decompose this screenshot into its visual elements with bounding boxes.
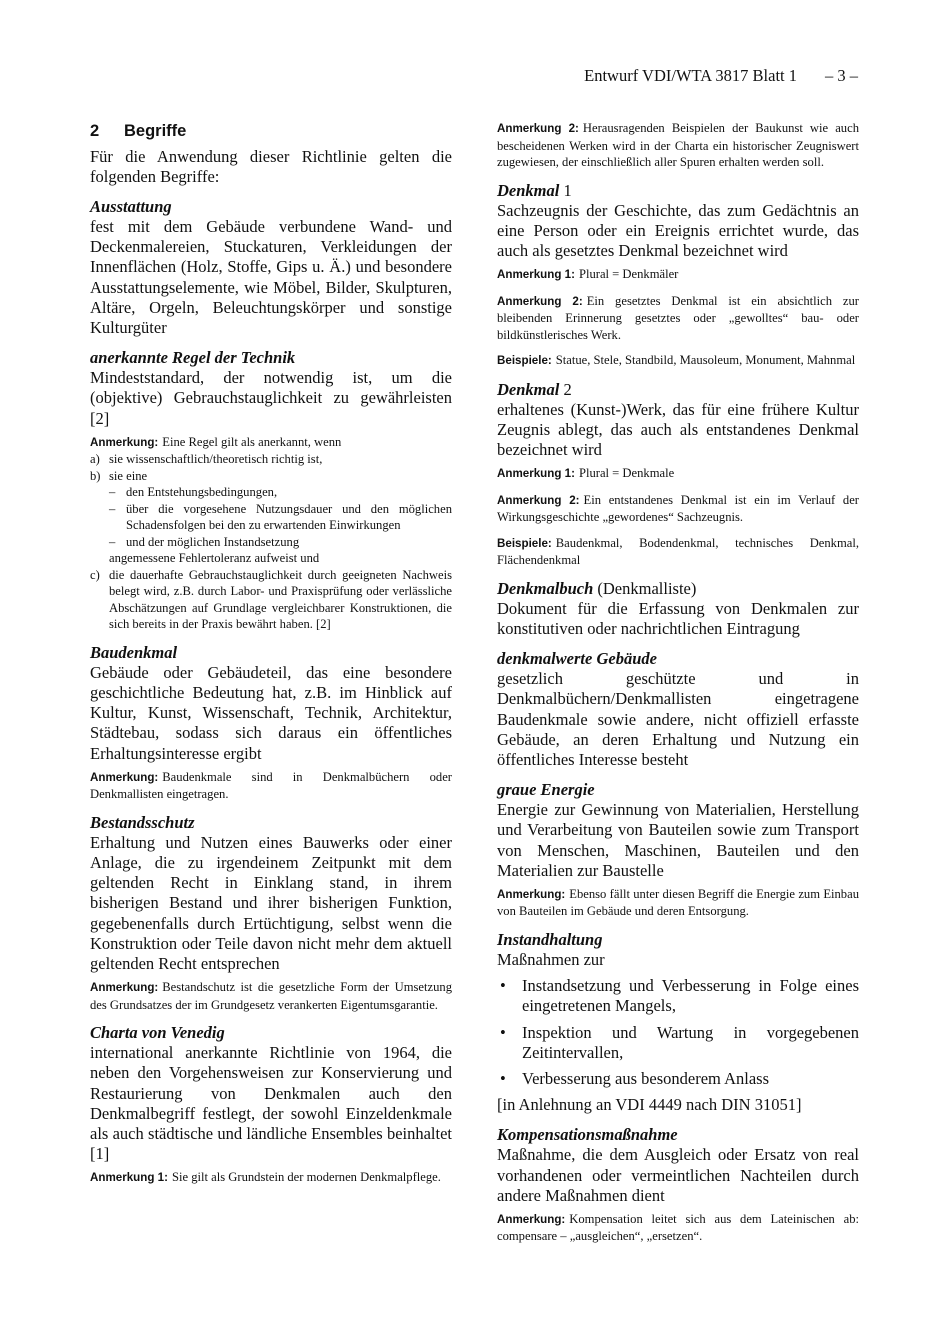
bullet-item: • Inspektion und Wartung in vorgegebenen Zeitintervallen, bbox=[497, 1023, 859, 1063]
right-column bbox=[497, 120, 859, 1245]
term-denkmal-1: Denkmal 1 bbox=[497, 180, 572, 200]
note-charta-2: Anmerkung 2: Herausragenden Beispielen der Baukunst wie auch bescheidenen Werken wird in der Charta ein historischer Zeugniswert zugewiesen, der einschließlich aller Spuren erhalten werden soll. bbox=[497, 121, 859, 169]
term-kompensationsmassnahme: Kompensationsmaßnahme bbox=[497, 1125, 678, 1145]
def-denkmal-1: Sachzeugnis der Geschichte, das zum Gedächtnis an eine Person oder ein Ereignis errichtet wurde, das auch als gesetztes Denkmal bezeichnet wird bbox=[497, 200, 859, 260]
note-regel: Anmerkung: Eine Regel gilt als anerkannt, wenn bbox=[90, 434, 342, 449]
note-label: Anmerkung: bbox=[90, 435, 159, 449]
examples-denkmal-1: Beispiele: Statue, Stele, Standbild, Mausoleum, Monument, Mahnmal bbox=[497, 353, 856, 368]
note-label: Anmerkung: bbox=[497, 887, 566, 901]
note-baudenkmal: Anmerkung: Baudenkmale sind in Denkmalbüchern oder Denkmallisten eingetragen. bbox=[90, 769, 452, 802]
reference-instandhaltung: [in Anlehnung an VDI 4449 nach DIN 31051] bbox=[497, 1095, 802, 1115]
document-id: Entwurf VDI/WTA 3817 Blatt 1 bbox=[584, 66, 797, 85]
bullet-item: • Verbesserung aus besonderem Anlass bbox=[497, 1069, 859, 1089]
left-column bbox=[90, 120, 452, 1187]
examples-label: Beispiele: bbox=[497, 354, 552, 368]
list-subitem: – den Entstehungsbedingungen, bbox=[109, 485, 278, 500]
def-graue-energie: Energie zur Gewinnung von Materialien, Herstellung und Verarbeitung von Bauteilen sowie zum Transport von Menschen, Maschinen, Bauteilen und den Materialien zur Baustelle bbox=[497, 800, 859, 880]
def-regel-der-technik: Mindeststandard, der notwendig ist, um die (objektive) Gebrauchstauglichkeit zu gewährleisten [2] bbox=[90, 368, 452, 428]
bullet-item: • Instandsetzung und Verbesserung in Folge eines eingetretenen Mangels, bbox=[497, 976, 859, 1016]
section-number: 2 bbox=[90, 122, 100, 140]
examples-label: Beispiele: bbox=[497, 536, 552, 550]
list-subitem: – über die vorgesehene Nutzungsdauer und den möglichen Schadensfolgen bei den zu erwartenden Einwirkungen bbox=[109, 501, 452, 533]
term-baudenkmal: Baudenkmal bbox=[90, 642, 178, 662]
list-item-b: b) sie eine bbox=[90, 468, 148, 483]
def-ausstattung: fest mit dem Gebäude verbundene Wand- und Deckenmalereien, Stuckaturen, Verkleidungen der Innenflächen (Holz, Stoffe, Gips u. Ä.) und besondere Ausstattungselemente, wie Möbel, Bilder, Skulpturen, Altäre, Orgeln, Beleuchtungskörper und sonstige Kulturgüter bbox=[90, 217, 452, 338]
def-charta-von-venedig: international anerkannte Richtlinie von 1964, die neben den Vorgehensweisen zur Konservierung und Restaurierung von Denkmalen auch den Denkmalbegriff festlegt, der sowohl Einzeldenkmale als auch städtische und ländliche Ensembles beinhaltet [1] bbox=[90, 1043, 452, 1164]
term-charta-von-venedig: Charta von Venedig bbox=[90, 1023, 225, 1043]
term-regel-der-technik: anerkannte Regel der Technik bbox=[90, 348, 296, 368]
list-item-b-end: angemessene Fehlertoleranz aufweist und bbox=[109, 551, 320, 566]
list-subitem: – und der möglichen Instandsetzung bbox=[109, 534, 300, 549]
note-label: Anmerkung: bbox=[90, 981, 159, 995]
note-kompensation: Anmerkung: Kompensation leitet sich aus dem Lateinischen ab: compensare – „ausgleichen“, „ersetzen“. bbox=[497, 1211, 859, 1244]
list-item-c: c) die dauerhafte Gebrauchstauglichkeit durch geeigneten Nachweis belegt wird, z.B. durch Labor- und Praxisprüfung oder verlässliche Abschätzungen auf Grundlage vergleichbarer Konstruktionen, die sich bereits in der Praxis bewährt haben. [2] bbox=[90, 567, 452, 632]
note-label: Anmerkung 2: bbox=[497, 122, 579, 135]
page-number: – 3 – bbox=[825, 66, 858, 85]
def-denkmalbuch: Dokument für die Erfassung von Denkmalen zur konstitutiven oder nachrichtlichen Eintragung bbox=[497, 598, 859, 638]
note-denkmal-2-b: Anmerkung 2: Ein entstandenes Denkmal ist ein im Verlauf der Wirkungsgeschichte „gewordenes“ Sachzeugnis. bbox=[497, 492, 859, 525]
def-denkmal-2: erhaltenes (Kunst-)Werk, das für eine frühere Kultur Zeugnis ablegt, das auch als entstandenes Denkmal bezeichnet wird bbox=[497, 399, 859, 460]
bullet-icon: • bbox=[500, 976, 506, 996]
def-baudenkmal: Gebäude oder Gebäudeteil, das eine besondere geschichtliche Bedeutung hat, z.B. im Hinblick auf Kultur, Kunst, Wissenschaft, Technik, Architektur, Städtebau, sodass sich daraus ein öffentliches Erhaltungsinteresse ergibt bbox=[90, 662, 452, 763]
note-label: Anmerkung: bbox=[90, 770, 159, 784]
note-bestandsschutz: Anmerkung: Bestandschutz ist die gesetzliche Form der Umsetzung des Grundsatzes der im Grundgesetz verankerten Eigentumsgarantie. bbox=[90, 980, 452, 1012]
bullet-icon: • bbox=[500, 1022, 506, 1042]
term-graue-energie: graue Energie bbox=[497, 780, 595, 800]
note-label: Anmerkung 1: bbox=[497, 268, 575, 282]
def-instandhaltung: Maßnahmen zur bbox=[497, 949, 605, 969]
note-label: Anmerkung 1: bbox=[90, 1171, 168, 1185]
note-charta-1: Anmerkung 1: Sie gilt als Grundstein der modernen Denkmalpflege. bbox=[90, 1170, 441, 1185]
term-ausstattung: Ausstattung bbox=[90, 197, 172, 216]
note-label: Anmerkung 2: bbox=[497, 294, 583, 308]
note-graue-energie: Anmerkung: Ebenso fällt unter diesen Begriff die Energie zum Einbau von Bauteilen im Gebäude und deren Entsorgung. bbox=[497, 886, 859, 919]
note-label: Anmerkung 1: bbox=[497, 467, 575, 481]
term-denkmal-2: Denkmal 2 bbox=[497, 379, 572, 399]
def-denkmalwerte-gebaeude: gesetzlich geschützte und in Denkmalbüchern/Denkmallisten eingetragene Baudenkmale sowie andere, nicht offiziell erfasste Gebäude, an deren Erhaltung und Nutzung ein öffentliches Interesse besteht bbox=[497, 669, 859, 769]
bullet-icon: • bbox=[500, 1068, 506, 1088]
section-title: Begriffe bbox=[124, 122, 187, 140]
term-bestandsschutz: Bestandsschutz bbox=[90, 812, 195, 832]
note-denkmal-1-b: Anmerkung 2: Ein gesetztes Denkmal ist ein absichtlich zur bleibenden Erinnerung gesetztes oder „gewolltes“ bau- oder bildkünstlerisches Werk. bbox=[497, 293, 859, 342]
note-label: Anmerkung 2: bbox=[497, 493, 580, 507]
term-instandhaltung: Instandhaltung bbox=[497, 929, 603, 949]
term-denkmalbuch: Denkmalbuch (Denkmalliste) bbox=[497, 578, 697, 598]
examples-denkmal-2: Beispiele: Baudenkmal, Bodendenkmal, technisches Denkmal, Flächendenkmal bbox=[497, 535, 859, 568]
def-kompensationsmassnahme: Maßnahme, die dem Ausgleich oder Ersatz von real vorhandenen oder vermeintlichen Nachteilen durch andere Maßnahmen dient bbox=[497, 1145, 859, 1205]
section-heading bbox=[90, 122, 452, 141]
page-header bbox=[584, 66, 858, 86]
section-intro: Für die Anwendung dieser Richtlinie gelten die folgenden Begriffe: bbox=[90, 147, 452, 186]
note-label: Anmerkung: bbox=[497, 1212, 566, 1226]
term-denkmalwerte-gebaeude: denkmalwerte Gebäude bbox=[497, 649, 657, 669]
list-item-a: a) sie wissenschaftlich/theoretisch richtig ist, bbox=[90, 452, 323, 467]
def-bestandsschutz: Erhaltung und Nutzen eines Bauwerks oder einer Anlage, die zu irgendeinem Zeitpunkt mit dem geltenden Recht in Einklang stand, in ihrem bisherigen Bestand und ihrer bisherigen Funktion, gegebenenfalls durch Ertüchtigung, selbst wenn die Konstruktion oder Teile davon nicht mehr dem aktuell geltenden Recht entsprechen bbox=[90, 832, 452, 974]
note-denkmal-2-a: Anmerkung 1: Plural = Denkmale bbox=[497, 466, 675, 481]
note-denkmal-1-a: Anmerkung 1: Plural = Denkmäler bbox=[497, 267, 679, 282]
